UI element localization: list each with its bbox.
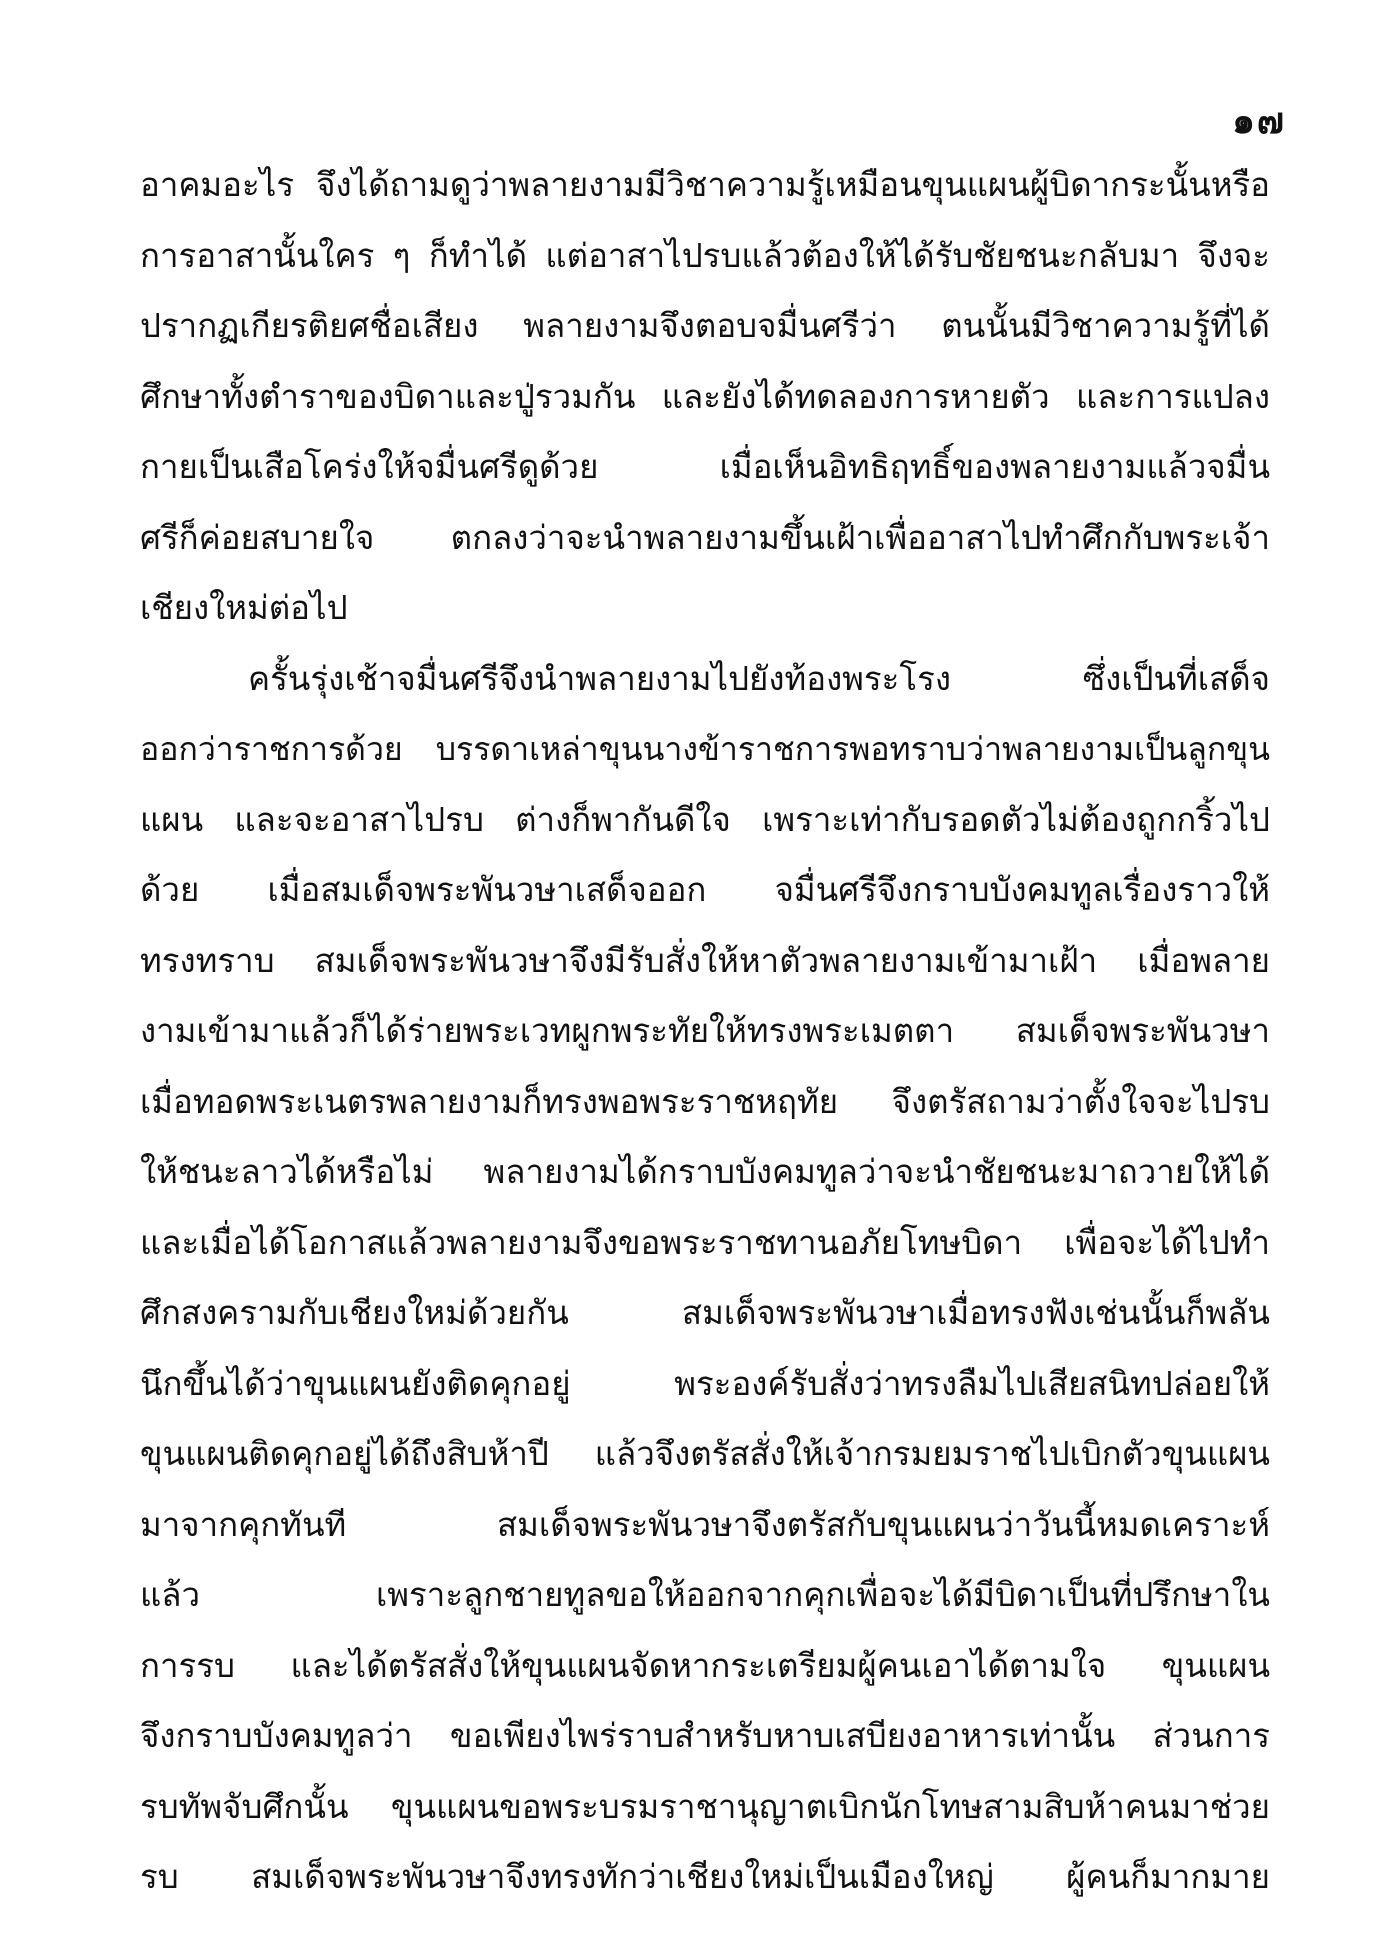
text-line: รบ สมเด็จพระพันวษาจึงทรงทักว่าเชียงใหม่เป็นเมืองใหญ่ ผู้คนก็มากมาย xyxy=(140,1857,1270,1896)
text-line: แผน และจะอาสาไปรบ ต่างก็พากันดีใจ เพราะเท่ากับรอดตัวไม่ต้องถูกกริ้วไป xyxy=(140,799,1270,839)
paragraph-1 xyxy=(140,150,1270,644)
text-line: ขุนแผนติดคุกอยู่ได้ถึงสิบห้าปี แล้วจึงตรัสสั่งให้เจ้ากรมยมราชไปเบิกตัวขุนแผน xyxy=(140,1434,1270,1473)
text-line: การรบ และได้ตรัสสั่งให้ขุนแผนจัดหากระเตรียมผู้คนเอาได้ตามใจ ขุนแผน xyxy=(140,1645,1270,1685)
text-line: อาคมอะไร จึงได้ถามดูว่าพลายงามมีวิชาความรู้เหมือนขุนแผนผู้บิดากระนั้นหรือ xyxy=(140,165,1270,204)
text-line: แล้ว เพราะลูกชายทูลขอให้ออกจากคุกเพื่อจะได้มีบิดาเป็นที่ปรึกษาใน xyxy=(140,1575,1270,1614)
text-line: และเมื่อได้โอกาสแล้วพลายงามจึงขอพระราชทานอภัยโทษบิดา เพื่อจะได้ไปทำ xyxy=(140,1222,1270,1262)
text-line: ศึกสงครามกับเชียงใหม่ด้วยกัน สมเด็จพระพันวษาเมื่อทรงฟังเช่นนั้นก็พลัน xyxy=(140,1293,1270,1332)
text-line: ครั้นรุ่งเช้าจมื่นศรีจึงนำพลายงามไปยังท้องพระโรง ซึ่งเป็นที่เสด็จ xyxy=(248,658,1270,698)
paragraph-2 xyxy=(140,644,1270,1913)
text-line: มาจากคุกทันที สมเด็จพระพันวษาจึงตรัสกับขุนแผนว่าวันนี้หมดเคราะห์ xyxy=(140,1504,1270,1544)
text-line: ศรีก็ค่อยสบายใจ ตกลงว่าจะนำพลายงามขึ้นเฝ้าเพื่ออาสาไปทำศึกกับพระเจ้า xyxy=(140,517,1270,557)
text-line: จึงกราบบังคมทูลว่า ขอเพียงไพร่ราบสำหรับหาบเสบียงอาหารเท่านั้น ส่วนการ xyxy=(140,1716,1270,1755)
text-line: เมื่อทอดพระเนตรพลายงามก็ทรงพอพระราชหฤทัย จึงตรัสถามว่าตั้งใจจะไปรบ xyxy=(140,1081,1270,1121)
text-line: การอาสานั้นใคร ๆ ก็ทำได้ แต่อาสาไปรบแล้วต้องให้ได้รับชัยชนะกลับมา จึงจะ xyxy=(140,235,1270,275)
text-body xyxy=(140,150,1270,1913)
text-line: กายเป็นเสือโคร่งให้จมื่นศรีดูด้วย เมื่อเห็นอิทธิฤทธิ์ของพลายงามแล้วจมื่น xyxy=(140,447,1270,486)
text-line: ออกว่าราชการด้วย บรรดาเหล่าขุนนางข้าราชการพอทราบว่าพลายงามเป็นลูกขุน xyxy=(140,730,1270,768)
text-line: นึกขึ้นได้ว่าขุนแผนยังติดคุกอยู่ พระองค์รับสั่งว่าทรงลืมไปเสียสนิทปล่อยให้ xyxy=(140,1363,1270,1403)
text-line: เชียงใหม่ต่อไป xyxy=(140,588,348,627)
text-line: ศึกษาทั้งตำราของบิดาและปู่รวมกัน และยังได้ทดลองการหายตัว และการแปลง xyxy=(140,376,1270,416)
text-line: รบทัพจับศึกนั้น ขุนแผนขอพระบรมราชานุญาตเบิกนักโทษสามสิบห้าคนมาช่วย xyxy=(140,1786,1270,1826)
text-line: ปรากฏเกียรติยศชื่อเสียง พลายงามจึงตอบจมื่นศรีว่า ตนนั้นมีวิชาความรู้ที่ได้ xyxy=(140,306,1270,345)
text-line: งามเข้ามาแล้วก็ได้ร่ายพระเวทผูกพระทัยให้ทรงพระเมตตา สมเด็จพระพันวษา xyxy=(140,1011,1270,1050)
text-line: ด้วย เมื่อสมเด็จพระพันวษาเสด็จออก จมื่นศรีจึงกราบบังคมทูลเรื่องราวให้ xyxy=(140,870,1270,909)
text-line: ทรงทราบ สมเด็จพระพันวษาจึงมีรับสั่งให้หาตัวพลายงามเข้ามาเฝ้า เมื่อพลาย xyxy=(140,940,1270,980)
text-line: ให้ชนะลาวได้หรือไม่ พลายงามได้กราบบังคมทูลว่าจะนำชัยชนะมาถวายให้ได้ xyxy=(140,1152,1270,1191)
page-number: ๑๗ xyxy=(1232,100,1286,142)
